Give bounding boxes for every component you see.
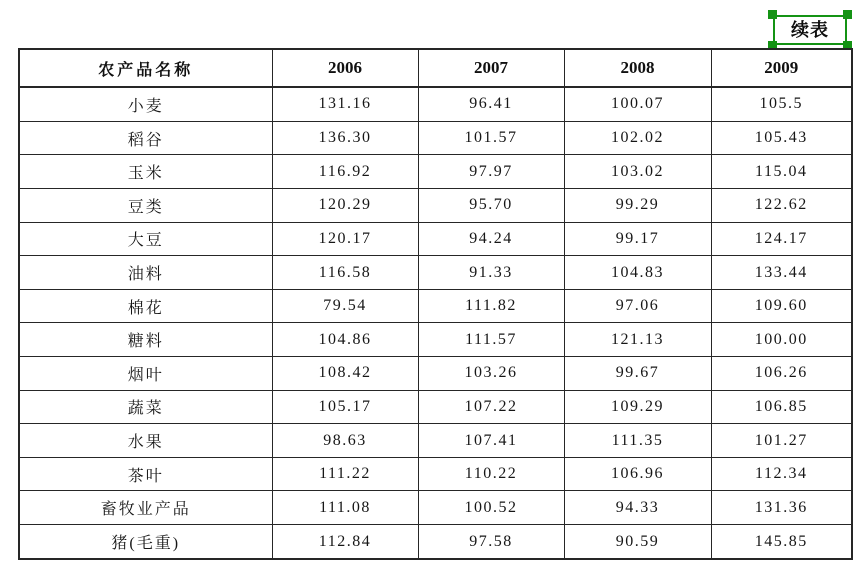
value-cell: 97.97	[418, 155, 564, 189]
value-cell: 94.24	[418, 222, 564, 256]
value-cell: 102.02	[564, 121, 711, 155]
value-cell: 120.17	[272, 222, 418, 256]
value-cell: 91.33	[418, 256, 564, 290]
value-cell: 100.07	[564, 87, 711, 121]
value-cell: 116.92	[272, 155, 418, 189]
value-cell: 107.22	[418, 390, 564, 424]
value-cell: 111.22	[272, 457, 418, 491]
table-row	[19, 390, 852, 424]
value-cell: 99.17	[564, 222, 711, 256]
value-cell: 109.60	[711, 289, 852, 323]
product-name-cell: 豆类	[19, 188, 272, 222]
product-name-cell: 稻谷	[19, 121, 272, 155]
table-row	[19, 155, 852, 189]
product-name-cell: 烟叶	[19, 357, 272, 391]
value-cell: 105.17	[272, 390, 418, 424]
value-cell: 110.22	[418, 457, 564, 491]
value-cell: 95.70	[418, 188, 564, 222]
value-cell: 111.57	[418, 323, 564, 357]
product-name-cell: 大豆	[19, 222, 272, 256]
value-cell: 106.85	[711, 390, 852, 424]
value-cell: 99.29	[564, 188, 711, 222]
value-cell: 103.26	[418, 357, 564, 391]
value-cell: 124.17	[711, 222, 852, 256]
value-cell: 108.42	[272, 357, 418, 391]
table-row	[19, 457, 852, 491]
column-header-2006: 2006	[272, 49, 418, 87]
value-cell: 101.27	[711, 424, 852, 458]
table-body	[19, 87, 852, 559]
product-name-cell: 玉米	[19, 155, 272, 189]
value-cell: 106.96	[564, 457, 711, 491]
value-cell: 122.62	[711, 188, 852, 222]
continued-table-selection[interactable]	[773, 15, 847, 45]
value-cell: 96.41	[418, 87, 564, 121]
table-row	[19, 222, 852, 256]
product-name-cell: 茶叶	[19, 457, 272, 491]
value-cell: 97.06	[564, 289, 711, 323]
table-row	[19, 87, 852, 121]
table-row	[19, 525, 852, 559]
table-row	[19, 256, 852, 290]
selection-handle-ne[interactable]	[843, 10, 852, 19]
column-header-2007: 2007	[418, 49, 564, 87]
value-cell: 105.43	[711, 121, 852, 155]
value-cell: 109.29	[564, 390, 711, 424]
product-name-cell: 棉花	[19, 289, 272, 323]
value-cell: 106.26	[711, 357, 852, 391]
value-cell: 131.36	[711, 491, 852, 525]
value-cell: 105.5	[711, 87, 852, 121]
value-cell: 99.67	[564, 357, 711, 391]
table-row	[19, 289, 852, 323]
value-cell: 131.16	[272, 87, 418, 121]
product-name-cell: 猪(毛重)	[19, 525, 272, 559]
column-header-2009: 2009	[711, 49, 852, 87]
value-cell: 101.57	[418, 121, 564, 155]
value-cell: 115.04	[711, 155, 852, 189]
value-cell: 90.59	[564, 525, 711, 559]
value-cell: 100.00	[711, 323, 852, 357]
value-cell: 104.86	[272, 323, 418, 357]
table-row	[19, 323, 852, 357]
value-cell: 116.58	[272, 256, 418, 290]
value-cell: 112.84	[272, 525, 418, 559]
value-cell: 112.34	[711, 457, 852, 491]
product-name-cell: 水果	[19, 424, 272, 458]
header-row	[19, 49, 852, 87]
value-cell: 136.30	[272, 121, 418, 155]
value-cell: 97.58	[418, 525, 564, 559]
value-cell: 111.35	[564, 424, 711, 458]
value-cell: 121.13	[564, 323, 711, 357]
column-header-2008: 2008	[564, 49, 711, 87]
value-cell: 79.54	[272, 289, 418, 323]
selection-handle-nw[interactable]	[768, 10, 777, 19]
value-cell: 107.41	[418, 424, 564, 458]
table-row	[19, 424, 852, 458]
continued-table-label: 续表	[791, 20, 829, 40]
value-cell: 104.83	[564, 256, 711, 290]
product-name-cell: 糖料	[19, 323, 272, 357]
value-cell: 100.52	[418, 491, 564, 525]
product-name-cell: 小麦	[19, 87, 272, 121]
product-name-cell: 畜牧业产品	[19, 491, 272, 525]
product-name-cell: 蔬菜	[19, 390, 272, 424]
value-cell: 133.44	[711, 256, 852, 290]
price-index-table	[18, 48, 853, 560]
column-header-product-name: 农产品名称	[19, 49, 272, 87]
table-row	[19, 357, 852, 391]
value-cell: 94.33	[564, 491, 711, 525]
table-row	[19, 491, 852, 525]
value-cell: 120.29	[272, 188, 418, 222]
value-cell: 111.82	[418, 289, 564, 323]
product-name-cell: 油料	[19, 256, 272, 290]
table-row	[19, 121, 852, 155]
value-cell: 98.63	[272, 424, 418, 458]
table-row	[19, 188, 852, 222]
value-cell: 111.08	[272, 491, 418, 525]
value-cell: 103.02	[564, 155, 711, 189]
value-cell: 145.85	[711, 525, 852, 559]
